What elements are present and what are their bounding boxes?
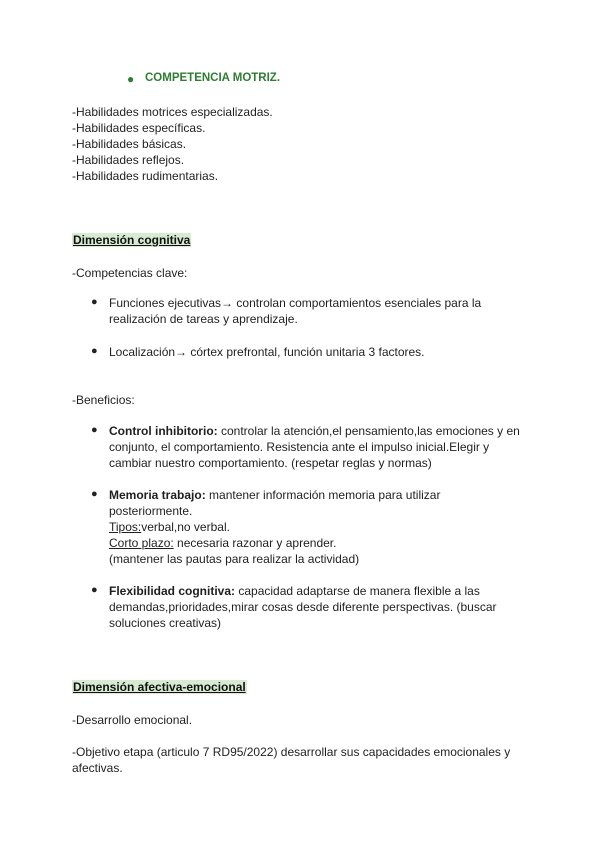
competencies-intro: -Competencias clave:: [72, 266, 188, 280]
memory-term: Memoria trabajo:: [109, 488, 206, 502]
memory-line5: (mantener las pautas para realizar la actividad): [109, 552, 360, 566]
localization-line: Localización→ córtex prefrontal, función unitaria 3 factores.: [109, 345, 425, 359]
memory-types-label: Tipos:: [109, 520, 142, 534]
affective-heading: Dimensión afectiva-emocional: [73, 680, 246, 694]
benefits-label: -Beneficios:: [72, 393, 135, 407]
bullet-icon: ●: [91, 296, 98, 308]
affective-line3: afectivas.: [72, 761, 123, 775]
bullet-icon: ●: [91, 424, 98, 436]
bullet-icon: ●: [91, 345, 98, 357]
affective-line2: -Objetivo etapa (articulo 7 RD95/2022) desarrollar sus capacidades emocionales y: [72, 745, 511, 759]
list-item: -Habilidades básicas.: [72, 137, 187, 151]
memory-line1: [109, 487, 440, 503]
list-item: -Habilidades reflejos.: [72, 153, 185, 167]
flexibility-line3: soluciones creativas): [109, 616, 222, 630]
memory-types-value: verbal,no verbal.: [141, 520, 230, 534]
inhibitory-desc: controlar la atención,el pensamiento,las emociones y en: [217, 424, 520, 438]
memory-desc: mantener información memoria para utilizar: [205, 488, 441, 502]
list-item: -Habilidades específicas.: [72, 121, 206, 135]
memory-short-value: necesaria razonar y aprender.: [173, 536, 337, 550]
inhibitory-line3: cambiar nuestro comportamiento. (respetar reglas y normas): [109, 456, 432, 470]
memory-line2: posteriormente.: [109, 504, 193, 518]
bullet-icon: ●: [91, 488, 98, 500]
list-item: -Habilidades rudimentarias.: [72, 169, 219, 183]
inhibitory-line2: conjunto, el comportamiento. Resistencia ante el impulso inicial.Elegir y: [109, 440, 490, 454]
flexibility-desc: capacidad adaptarse de manera flexible a las: [235, 584, 480, 598]
cognitive-heading: Dimensión cognitiva: [73, 233, 191, 247]
flexibility-line1: [109, 583, 480, 599]
flexibility-term: Flexibilidad cognitiva:: [109, 584, 236, 598]
title-bullet: ●: [127, 72, 135, 86]
memory-short-label: Corto plazo:: [109, 536, 174, 550]
memory-types-line: [109, 519, 230, 535]
executive-functions-line2: realización de tareas y aprendizaje.: [109, 312, 298, 326]
executive-functions-line1: Funciones ejecutivas→ controlan comportamientos esenciales para la: [109, 296, 482, 310]
bullet-icon: ●: [91, 584, 98, 596]
affective-line1: -Desarrollo emocional.: [72, 713, 193, 727]
list-item: -Habilidades motrices especializadas.: [72, 105, 273, 119]
inhibitory-line1: [109, 423, 520, 439]
memory-short-line: [109, 535, 336, 551]
inhibitory-term: Control inhibitorio:: [109, 424, 218, 438]
flexibility-line2: demandas,prioridades,mirar cosas desde diferente perspectivas. (buscar: [109, 600, 497, 614]
section-title: COMPETENCIA MOTRIZ.: [145, 72, 281, 84]
